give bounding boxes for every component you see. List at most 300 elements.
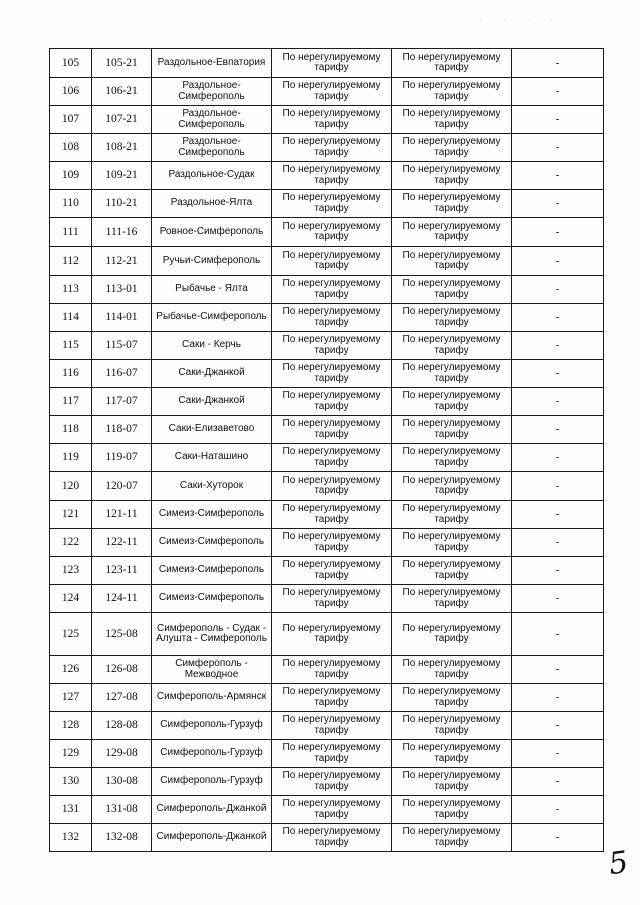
tariff-text-line: По нерегулируемому [282, 220, 381, 232]
tariff-cell-primary [272, 740, 392, 768]
tariff-text-line: тарифу [314, 260, 349, 271]
table-row [50, 472, 604, 501]
routes-table [49, 48, 604, 852]
tariff-text-line: По нерегулируемому [282, 164, 381, 175]
tariff-text-line: тарифу [314, 485, 349, 496]
tariff-text-line: тарифу [434, 344, 469, 356]
row-number-cell: 109 [50, 162, 92, 190]
route-name-cell: Симеиз-Симферополь [152, 529, 272, 557]
route-name-cell: Симферополь-Джанкой [152, 824, 272, 852]
tariff-text-line: По нерегулируемому [282, 798, 381, 809]
tariff-text-line: тарифу [434, 90, 469, 102]
tariff-text-line: По нерегулируемому [282, 51, 381, 63]
note-cell: - [512, 388, 604, 416]
table-row [50, 276, 604, 304]
tariff-text-line: По нерегулируемому [402, 446, 501, 457]
row-number-cell: 105 [50, 49, 92, 78]
route-name-cell: Саки-Елизаветово [152, 416, 272, 444]
tariff-cell-secondary [392, 162, 512, 190]
route-name-cell: Симферополь-Гурзуф [152, 768, 272, 796]
tariff-text-line: По нерегулируемому [402, 587, 501, 598]
tariff-text-line: По нерегулируемому [402, 108, 501, 119]
tariff-text-line: По нерегулируемому [402, 622, 501, 634]
route-code-cell: 125-08 [92, 613, 152, 656]
tariff-text-line: По нерегулируемому [402, 164, 501, 175]
tariff-text-line: По нерегулируемому [282, 826, 381, 837]
table-row [50, 529, 604, 557]
tariff-text-line: По нерегулируемому [402, 742, 501, 753]
table-row [50, 768, 604, 796]
tariff-cell-primary [272, 162, 392, 190]
note-cell: - [512, 585, 604, 613]
tariff-cell-primary [272, 190, 392, 218]
tariff-text-line: тарифу [434, 836, 469, 848]
tariff-cell-primary [272, 106, 392, 134]
tariff-cell-secondary [392, 557, 512, 585]
tariff-cell-primary [272, 360, 392, 388]
tariff-text-line: тарифу [434, 260, 469, 271]
tariff-text-line: тарифу [314, 456, 349, 468]
route-name-cell: Симферополь-Гурзуф [152, 712, 272, 740]
note-cell: - [512, 49, 604, 78]
tariff-text-line: тарифу [314, 372, 349, 384]
route-code-cell: 110-21 [92, 190, 152, 218]
tariff-text-line: По нерегулируемому [402, 798, 501, 809]
tariff-text-line: По нерегулируемому [402, 686, 501, 697]
tariff-text-line: тарифу [434, 724, 469, 736]
tariff-cell-secondary [392, 134, 512, 162]
table-row [50, 796, 604, 824]
note-cell: - [512, 78, 604, 106]
tariff-text-line: По нерегулируемому [402, 362, 501, 373]
tariff-text-line: По нерегулируемому [402, 278, 501, 289]
tariff-cell-secondary [392, 332, 512, 360]
row-number-cell: 110 [50, 190, 92, 218]
route-name-cell: Рыбачье-Симферополь [152, 304, 272, 332]
tariff-cell-primary [272, 501, 392, 529]
tariff-text-line: тарифу [434, 513, 469, 525]
tariff-text-line: По нерегулируемому [282, 192, 381, 203]
table-row [50, 656, 604, 684]
tariff-text-line: тарифу [314, 316, 349, 328]
tariff-text-line: По нерегулируемому [402, 192, 501, 203]
table-row [50, 712, 604, 740]
table-row [50, 134, 604, 162]
tariff-cell-secondary [392, 218, 512, 247]
tariff-text-line: тарифу [434, 118, 469, 130]
route-code-cell: 119-07 [92, 444, 152, 472]
route-code-cell: 106-21 [92, 78, 152, 106]
tariff-text-line: тарифу [314, 513, 349, 525]
tariff-cell-primary [272, 529, 392, 557]
tariff-text-line: тарифу [434, 668, 469, 680]
row-number-cell: 129 [50, 740, 92, 768]
tariff-text-line: По нерегулируемому [402, 390, 501, 401]
tariff-text-line: По нерегулируемому [282, 418, 381, 429]
route-code-cell: 132-08 [92, 824, 152, 852]
tariff-cell-secondary [392, 585, 512, 613]
note-cell: - [512, 613, 604, 656]
table-row [50, 824, 604, 852]
note-cell: - [512, 332, 604, 360]
table-row [50, 190, 604, 218]
note-cell: - [512, 557, 604, 585]
route-name-cell: Симеиз-Симферополь [152, 585, 272, 613]
tariff-cell-secondary [392, 712, 512, 740]
route-code-cell: 118-07 [92, 416, 152, 444]
tariff-text-line: тарифу [434, 456, 469, 468]
tariff-text-line: По нерегулируемому [402, 136, 501, 147]
tariff-text-line: По нерегулируемому [402, 51, 501, 63]
tariff-text-line: тарифу [434, 569, 469, 581]
tariff-cell-primary [272, 247, 392, 276]
tariff-cell-secondary [392, 78, 512, 106]
table-row [50, 106, 604, 134]
tariff-text-line: По нерегулируемому [402, 826, 501, 837]
table-row [50, 218, 604, 247]
table-row [50, 304, 604, 332]
route-code-cell: 123-11 [92, 557, 152, 585]
tariff-text-line: тарифу [434, 288, 469, 300]
tariff-cell-secondary [392, 501, 512, 529]
tariff-cell-secondary [392, 388, 512, 416]
tariff-cell-primary [272, 49, 392, 78]
tariff-cell-secondary [392, 276, 512, 304]
note-cell: - [512, 472, 604, 501]
tariff-text-line: тарифу [314, 836, 349, 848]
route-name-cell: Саки - Керчь [152, 332, 272, 360]
note-cell: - [512, 276, 604, 304]
tariff-cell-secondary [392, 656, 512, 684]
route-name-cell: Раздольное-Симферополь [152, 106, 272, 134]
tariff-text-line: тарифу [314, 668, 349, 680]
note-cell: - [512, 656, 604, 684]
tariff-text-line: По нерегулируемому [282, 390, 381, 401]
tariff-cell-secondary [392, 444, 512, 472]
tariff-cell-secondary [392, 796, 512, 824]
tariff-cell-primary [272, 416, 392, 444]
table-row [50, 684, 604, 712]
note-cell: - [512, 304, 604, 332]
tariff-text-line: По нерегулируемому [402, 770, 501, 781]
tariff-cell-secondary [392, 304, 512, 332]
tariff-text-line: По нерегулируемому [402, 474, 501, 486]
tariff-cell-primary [272, 78, 392, 106]
tariff-cell-primary [272, 557, 392, 585]
tariff-text-line: тарифу [314, 231, 349, 242]
scan-speckles: · · · · [480, 18, 563, 24]
tariff-cell-primary [272, 444, 392, 472]
tariff-cell-secondary [392, 416, 512, 444]
tariff-cell-primary [272, 218, 392, 247]
tariff-text-line: тарифу [314, 724, 349, 736]
table-row [50, 332, 604, 360]
note-cell: - [512, 796, 604, 824]
row-number-cell: 127 [50, 684, 92, 712]
tariff-text-line: По нерегулируемому [282, 742, 381, 753]
tariff-text-line: По нерегулируемому [402, 714, 501, 725]
tariff-text-line: тарифу [314, 597, 349, 609]
tariff-text-line: По нерегулируемому [282, 531, 381, 542]
row-number-cell: 113 [50, 276, 92, 304]
tariff-text-line: По нерегулируемому [402, 531, 501, 542]
tariff-text-line: тарифу [434, 316, 469, 328]
tariff-cell-primary [272, 585, 392, 613]
tariff-text-line: По нерегулируемому [282, 362, 381, 373]
table-row [50, 613, 604, 656]
note-cell: - [512, 529, 604, 557]
tariff-text-line: тарифу [434, 808, 469, 820]
tariff-text-line: тарифу [434, 174, 469, 186]
table-row [50, 360, 604, 388]
route-code-cell: 130-08 [92, 768, 152, 796]
row-number-cell: 124 [50, 585, 92, 613]
tariff-cell-primary [272, 613, 392, 656]
tariff-cell-secondary [392, 684, 512, 712]
tariff-text-line: тарифу [314, 62, 349, 73]
table-row [50, 78, 604, 106]
table-row [50, 444, 604, 472]
tariff-text-line: тарифу [314, 146, 349, 158]
note-cell: - [512, 218, 604, 247]
tariff-text-line: тарифу [314, 808, 349, 820]
tariff-text-line: По нерегулируемому [282, 108, 381, 119]
tariff-text-line: По нерегулируемому [282, 503, 381, 514]
route-name-cell: Раздольное-Ялта [152, 190, 272, 218]
row-number-cell: 114 [50, 304, 92, 332]
tariff-text-line: тарифу [314, 90, 349, 102]
route-code-cell: 116-07 [92, 360, 152, 388]
tariff-text-line: тарифу [314, 118, 349, 130]
row-number-cell: 126 [50, 656, 92, 684]
note-cell: - [512, 247, 604, 276]
tariff-text-line: тарифу [314, 428, 349, 440]
table-row [50, 740, 604, 768]
row-number-cell: 119 [50, 444, 92, 472]
row-number-cell: 112 [50, 247, 92, 276]
route-code-cell: 117-07 [92, 388, 152, 416]
row-number-cell: 117 [50, 388, 92, 416]
tariff-cell-primary [272, 656, 392, 684]
tariff-cell-secondary [392, 613, 512, 656]
tariff-text-line: тарифу [314, 400, 349, 412]
route-name-cell: Симферополь-Армянск [152, 684, 272, 712]
tariff-cell-primary [272, 388, 392, 416]
row-number-cell: 125 [50, 613, 92, 656]
tariff-cell-primary [272, 712, 392, 740]
note-cell: - [512, 416, 604, 444]
tariff-cell-secondary [392, 49, 512, 78]
tariff-text-line: тарифу [314, 752, 349, 764]
note-cell: - [512, 768, 604, 796]
note-cell: - [512, 162, 604, 190]
tariff-text-line: По нерегулируемому [402, 658, 501, 669]
table-row [50, 247, 604, 276]
route-name-cell: Ровное-Симферополь [152, 218, 272, 247]
route-name-cell: Саки-Джанкой [152, 360, 272, 388]
route-name-cell: Симеиз-Симферополь [152, 557, 272, 585]
routes-table-body [50, 49, 604, 852]
route-name-cell: Рыбачье - Ялта [152, 276, 272, 304]
tariff-text-line: По нерегулируемому [282, 658, 381, 669]
tariff-text-line: По нерегулируемому [402, 249, 501, 261]
row-number-cell: 111 [50, 218, 92, 247]
tariff-text-line: тарифу [314, 174, 349, 186]
tariff-cell-primary [272, 332, 392, 360]
tariff-cell-primary [272, 472, 392, 501]
tariff-text-line: По нерегулируемому [282, 474, 381, 486]
route-code-cell: 121-11 [92, 501, 152, 529]
note-cell: - [512, 444, 604, 472]
tariff-text-line: тарифу [314, 541, 349, 553]
tariff-text-line: тарифу [434, 428, 469, 440]
route-code-cell: 114-01 [92, 304, 152, 332]
route-code-cell: 124-11 [92, 585, 152, 613]
route-code-cell: 120-07 [92, 472, 152, 501]
tariff-cell-secondary [392, 472, 512, 501]
tariff-text-line: По нерегулируемому [282, 249, 381, 261]
row-number-cell: 108 [50, 134, 92, 162]
tariff-text-line: тарифу [314, 780, 349, 792]
route-code-cell: 113-01 [92, 276, 152, 304]
tariff-text-line: тарифу [434, 597, 469, 609]
tariff-text-line: По нерегулируемому [282, 686, 381, 697]
tariff-cell-primary [272, 304, 392, 332]
tariff-text-line: По нерегулируемому [282, 334, 381, 345]
tariff-text-line: тарифу [314, 288, 349, 300]
tariff-text-line: По нерегулируемому [282, 559, 381, 570]
row-number-cell: 130 [50, 768, 92, 796]
route-code-cell: 109-21 [92, 162, 152, 190]
tariff-text-line: тарифу [314, 569, 349, 581]
route-code-cell: 108-21 [92, 134, 152, 162]
route-name-cell: Симеиз-Симферополь [152, 501, 272, 529]
note-cell: - [512, 190, 604, 218]
route-code-cell: 128-08 [92, 712, 152, 740]
route-name-cell: Раздольное-Симферополь [152, 78, 272, 106]
route-name-cell: Симферополь-Джанкой [152, 796, 272, 824]
tariff-text-line: тарифу [434, 541, 469, 553]
note-cell: - [512, 740, 604, 768]
tariff-cell-primary [272, 684, 392, 712]
row-number-cell: 131 [50, 796, 92, 824]
route-code-cell: 122-11 [92, 529, 152, 557]
tariff-text-line: По нерегулируемому [282, 446, 381, 457]
tariff-cell-primary [272, 796, 392, 824]
tariff-text-line: тарифу [434, 231, 469, 242]
table-row [50, 416, 604, 444]
tariff-cell-secondary [392, 529, 512, 557]
tariff-text-line: По нерегулируемому [402, 334, 501, 345]
tariff-cell-secondary [392, 190, 512, 218]
route-name-cell: Симферополь-Гурзуф [152, 740, 272, 768]
table-row [50, 49, 604, 78]
route-code-cell: 111-16 [92, 218, 152, 247]
route-name-cell: Симферополь - Межводное [152, 656, 272, 684]
route-code-cell: 127-08 [92, 684, 152, 712]
tariff-cell-primary [272, 824, 392, 852]
row-number-cell: 132 [50, 824, 92, 852]
tariff-text-line: По нерегулируемому [402, 306, 501, 317]
tariff-text-line: По нерегулируемому [282, 136, 381, 147]
tariff-text-line: По нерегулируемому [282, 278, 381, 289]
tariff-cell-secondary [392, 360, 512, 388]
tariff-text-line: тарифу [434, 696, 469, 708]
route-name-cell: Саки-Наташино [152, 444, 272, 472]
tariff-text-line: По нерегулируемому [282, 587, 381, 598]
note-cell: - [512, 501, 604, 529]
tariff-cell-secondary [392, 824, 512, 852]
row-number-cell: 107 [50, 106, 92, 134]
note-cell: - [512, 360, 604, 388]
row-number-cell: 115 [50, 332, 92, 360]
tariff-text-line: По нерегулируемому [282, 306, 381, 317]
tariff-text-line: По нерегулируемому [282, 714, 381, 725]
tariff-text-line: тарифу [434, 780, 469, 792]
row-number-cell: 106 [50, 78, 92, 106]
route-code-cell: 126-08 [92, 656, 152, 684]
route-name-cell: Ручьи-Симферополь [152, 247, 272, 276]
route-name-cell: Раздольное-Судак [152, 162, 272, 190]
route-name-cell: Симферополь - Судак - Алушта - Симферополь [152, 613, 272, 656]
note-cell: - [512, 106, 604, 134]
tariff-text-line: По нерегулируемому [282, 622, 381, 634]
note-cell: - [512, 824, 604, 852]
tariff-text-line: По нерегулируемому [402, 559, 501, 570]
route-code-cell: 112-21 [92, 247, 152, 276]
tariff-cell-secondary [392, 768, 512, 796]
route-code-cell: 105-21 [92, 49, 152, 78]
note-cell: - [512, 684, 604, 712]
tariff-cell-primary [272, 134, 392, 162]
table-row [50, 162, 604, 190]
row-number-cell: 121 [50, 501, 92, 529]
route-name-cell: Раздольное-Евпатория [152, 49, 272, 78]
route-name-cell: Саки-Хуторок [152, 472, 272, 501]
row-number-cell: 122 [50, 529, 92, 557]
tariff-cell-primary [272, 276, 392, 304]
table-row [50, 501, 604, 529]
tariff-text-line: тарифу [314, 202, 349, 214]
tariff-text-line: тарифу [434, 146, 469, 158]
tariff-text-line: По нерегулируемому [402, 418, 501, 429]
table-row [50, 388, 604, 416]
route-name-cell: Раздольное-Симферополь [152, 134, 272, 162]
row-number-cell: 118 [50, 416, 92, 444]
handwritten-page-number: 5 [606, 844, 631, 883]
tariff-text-line: По нерегулируемому [282, 770, 381, 781]
tariff-cell-secondary [392, 106, 512, 134]
row-number-cell: 123 [50, 557, 92, 585]
tariff-text-line: тарифу [434, 372, 469, 384]
tariff-text-line: тарифу [314, 696, 349, 708]
tariff-text-line: тарифу [314, 344, 349, 356]
tariff-text-line: По нерегулируемому [402, 503, 501, 514]
route-code-cell: 115-07 [92, 332, 152, 360]
tariff-text-line: тарифу [434, 400, 469, 412]
tariff-text-line: тарифу [434, 752, 469, 764]
tariff-text-line: По нерегулируемому [282, 80, 381, 91]
row-number-cell: 116 [50, 360, 92, 388]
tariff-text-line: По нерегулируемому [402, 80, 501, 91]
route-name-cell: Саки-Джанкой [152, 388, 272, 416]
tariff-text-line: По нерегулируемому [402, 220, 501, 232]
tariff-text-line: тарифу [314, 633, 349, 644]
tariff-cell-secondary [392, 740, 512, 768]
table-row [50, 557, 604, 585]
tariff-text-line: тарифу [434, 633, 469, 644]
row-number-cell: 128 [50, 712, 92, 740]
